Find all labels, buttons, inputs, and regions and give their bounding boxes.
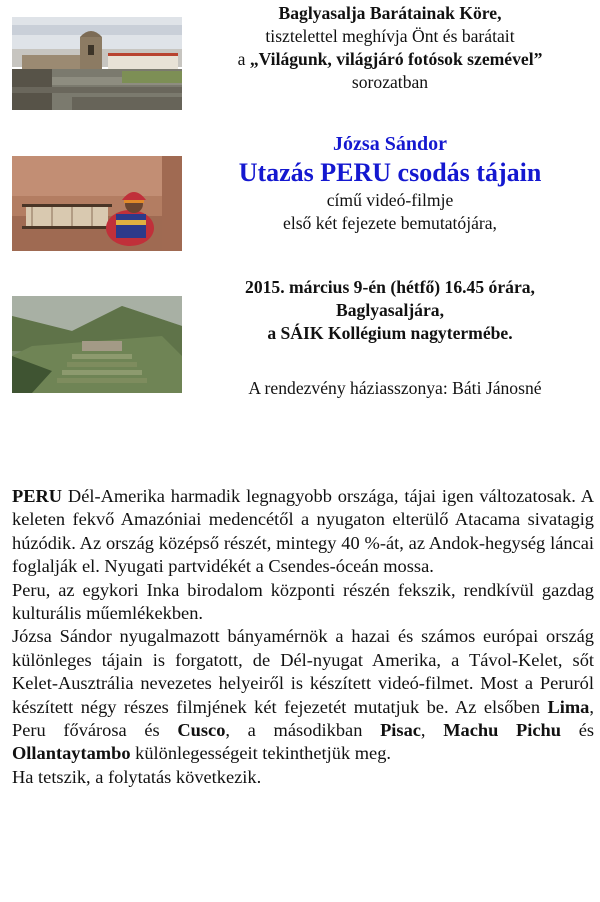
event-venue: a SÁIK Kollégium nagytermébe. [267,323,513,343]
paragraph-inka: Peru, az egykori Inka birodalom központi részén fekszik, rendkívül gazdag kulturális műemlékekben. [12,579,594,624]
invitation-line: tisztelettel meghívja Önt és barátait [265,26,515,46]
colonial-church-photo [12,17,182,110]
event-host: A rendezvény háziasszonya: Báti Jánosné [248,378,542,398]
film-author: Józsa Sándor [333,133,447,155]
film-block [190,131,590,235]
series-name: „Világunk, világjáró fotósok szemével” [249,49,543,69]
paragraph-continuation: Ha tetszik, a folytatás következik. [12,766,262,787]
series-line: a „Világunk, világjáró fotósok szemével” [237,49,543,69]
event-place: Baglyasaljára, [335,300,444,320]
paragraph-author: Józsa Sándor nyugalmazott bányamérnök a hazai és számos európai ország különleges tájain is forgatott, de Dél-nyugat Amerika, a Távol-Kelet, sőt Kelet-Ausztrália nevezetes helyeiről is készített videó-filmet. Most a Peruról készített négy részes filmjének két fejezetét mutatjuk be. Az elsőben Lima, Peru fővárosa és Cusco, a másodikban Pisac, Machu Pichu és Ollantaytambo különlegességeit tekinthetjük meg. [12,626,595,764]
film-title: Utazás PERU csodás tájain [238,158,542,187]
event-date: 2015. március 9-én (hétfő) 16.45 órára, [245,277,535,297]
weaving-woman-photo [12,156,182,251]
event-block [190,276,590,345]
invitation-block [190,2,590,94]
organizer-name: Baglyasalja Barátainak Köre, [278,3,502,23]
paragraph-peru: PERU Dél-Amerika harmadik legnagyobb országa, tájai igen változatosak. A keleten fekvő Amazóniai medencétől a nyugaton elterülő Atacama sivatagig húzódik. Az ország középső részét, mintegy 40 %-át, az Andok-hegység láncai foglalják el. Nyugati partvidékét a Csendes-óceán mossa. [12,486,594,577]
description-text [12,485,594,789]
series-suffix: sorozatban [351,72,429,92]
machu-picchu-photo [12,296,182,393]
film-subtitle: című videó-filmje [326,190,454,210]
film-premiere: első két fejezete bemutatójára, [283,213,497,233]
